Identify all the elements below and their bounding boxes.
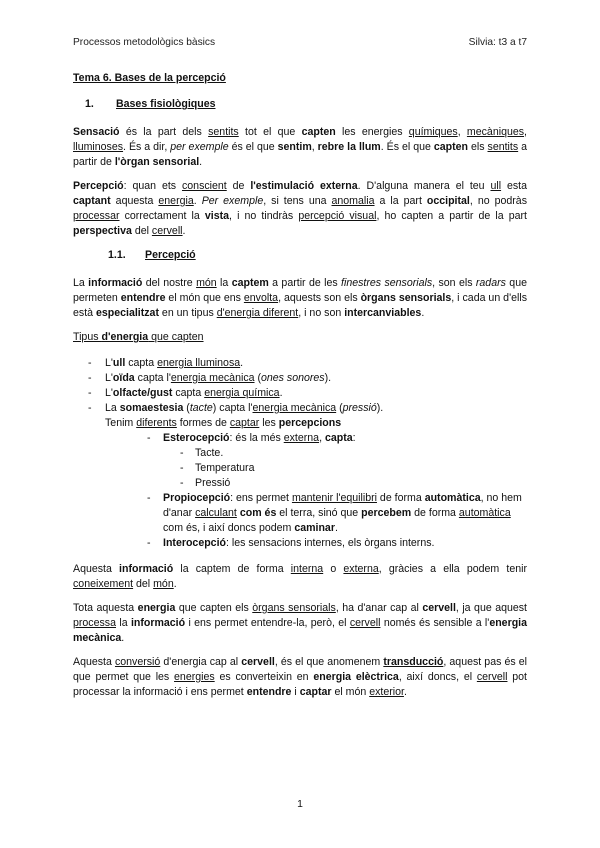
text-run: les energies (335, 126, 409, 138)
text-run: percepcions (278, 417, 342, 429)
text-run: ull (112, 357, 126, 369)
text-run: Percepció (73, 180, 124, 192)
text-run: olfacte/gust (112, 387, 173, 399)
text-run: d'energia diferent (216, 307, 299, 319)
text-run: , (319, 432, 325, 444)
text-run: , no hem d'anar (163, 492, 522, 519)
text-run: , i no tindràs (229, 210, 299, 222)
text-run: , no podràs (469, 195, 527, 207)
text-run: captar (299, 686, 332, 698)
text-run: es converteixin en (214, 671, 314, 683)
text-run: òrgans sensorials (252, 602, 336, 614)
header-left: Processos metodològics bàsics (73, 37, 216, 48)
text-run: informació (119, 563, 174, 575)
text-run: capta (125, 357, 158, 369)
energy-list-item (73, 386, 527, 401)
text-run: del (131, 225, 152, 237)
text-run: energia química (204, 387, 280, 399)
text-run: la (216, 277, 232, 289)
text-run: ( (336, 402, 343, 414)
energy-list-item (73, 356, 527, 371)
section-heading-1-1 (73, 248, 527, 263)
text-run: : és la més (229, 432, 284, 444)
text-run: percepció visual (298, 210, 377, 222)
text-run: . (334, 522, 338, 534)
text-run: percebem (361, 507, 412, 519)
text-run: captar (229, 417, 260, 429)
text-run: Tenim (105, 417, 137, 429)
text-run: somaestesia (119, 402, 184, 414)
text-run: ) capta l' (212, 402, 253, 414)
esterocepcio-list (163, 446, 527, 491)
text-run: l'estimulació externa (250, 180, 358, 192)
text-run: . (121, 632, 125, 644)
paragraph-informacio-interna (73, 562, 527, 592)
text-run: L' (105, 357, 113, 369)
text-run: . (182, 225, 186, 237)
text-run: energia mecànica (170, 372, 255, 384)
text-run: automàtica (424, 492, 481, 504)
text-run: finestres sensorials (341, 277, 433, 289)
text-run: . (199, 156, 203, 168)
tenim-line (105, 416, 527, 431)
text-run: envolta (243, 292, 279, 304)
text-run: , son els (432, 277, 476, 289)
text-run: o (323, 563, 344, 575)
text-run: que capten (148, 331, 204, 343)
text-run: coneixement (73, 578, 134, 590)
text-run: sentits (208, 126, 239, 138)
text-run: i (291, 686, 300, 698)
text-run: cervell (349, 617, 381, 629)
text-run: , ho capten a partir de la part (376, 210, 527, 222)
text-run: pressió (342, 402, 377, 414)
subsection-label: Percepció (145, 249, 196, 261)
text-run: òrgans sensorials (360, 292, 452, 304)
text-run: . (279, 387, 283, 399)
text-run: L' (105, 387, 113, 399)
text-run: , aquests son els (278, 292, 361, 304)
text-run: , i cada un d'ells està (73, 292, 527, 319)
text-run: que permeten (73, 277, 527, 304)
text-run: : ens permet (230, 492, 292, 504)
text-run: , és el que anomenem (274, 656, 384, 668)
text-run: capten (433, 141, 469, 153)
text-run: com és (239, 507, 277, 519)
text-run: : les sensacions internes, els òrgans interns. (226, 537, 435, 549)
text-run: externa (283, 432, 320, 444)
text-run: calculant (195, 507, 237, 519)
text-run: Aquesta (73, 563, 120, 575)
text-run: automàtica (458, 507, 511, 519)
text-run: diferents (136, 417, 177, 429)
text-run: externa (343, 563, 379, 575)
text-run: La (105, 402, 120, 414)
paragraph-transduccio (73, 655, 527, 700)
text-run: energia mecànica (252, 402, 337, 414)
text-run: energia elèctrica (313, 671, 399, 683)
text-run: com és, i així doncs podem (163, 522, 295, 534)
text-run: , (524, 126, 527, 138)
text-run: d'energia (101, 331, 149, 343)
text-run: món (196, 277, 217, 289)
header-right: Silvia: t3 a t7 (468, 37, 527, 48)
text-run: interna (290, 563, 324, 575)
text-run: occipital (426, 195, 470, 207)
text-run: exterior (369, 686, 404, 698)
text-run: ( (254, 372, 261, 384)
section-label: Bases fisiològiques (116, 98, 216, 110)
perception-type-item (132, 491, 527, 536)
text-run: . (240, 357, 244, 369)
text-run: la captem de forma (173, 563, 291, 575)
text-run: del nostre (142, 277, 197, 289)
text-run: L' (105, 372, 113, 384)
text-run: , gràcies a ella podem tenir (378, 563, 527, 575)
text-run: ones sonores (261, 372, 325, 384)
text-run: capta l' (134, 372, 171, 384)
text-run: sentim (277, 141, 312, 153)
document-body (73, 71, 527, 709)
esterocepcio-item: - Temperatura (167, 461, 527, 476)
text-run: , (311, 141, 318, 153)
perception-types-list (105, 431, 527, 551)
text-run: , si tens una (263, 195, 332, 207)
text-run: entendre (246, 686, 292, 698)
text-run: , ja que aquest (455, 602, 527, 614)
text-run: , (457, 126, 467, 138)
text-run: en un tipus (158, 307, 217, 319)
text-run: caminar (294, 522, 335, 534)
text-run: La (73, 277, 89, 289)
page-number: 1 (297, 799, 303, 810)
text-run: . (421, 307, 425, 319)
text-run: Esterocepció (163, 432, 230, 444)
text-run: ). (376, 402, 384, 414)
text-run: energia (137, 602, 176, 614)
esterocepcio-item: - Tacte. (167, 446, 527, 461)
text-run: el terra, sinó que (276, 507, 362, 519)
text-run: ull (490, 180, 502, 192)
text-run: per exemple (170, 141, 229, 153)
text-run: mecàniques (466, 126, 525, 138)
text-run: Interocepció (163, 537, 226, 549)
text-run: radars (475, 277, 506, 289)
text-run: . (403, 686, 407, 698)
text-run: els (468, 141, 488, 153)
text-run: formes de (176, 417, 230, 429)
text-run: , així doncs, el (398, 671, 477, 683)
text-run: el món (331, 686, 370, 698)
text-run: capta (324, 432, 353, 444)
text-run: : quan ets (123, 180, 182, 192)
text-run: cervell (241, 656, 275, 668)
text-run: d'energia cap al (160, 656, 242, 668)
text-run: vista (204, 210, 230, 222)
text-run: de (226, 180, 251, 192)
text-run: capten (301, 126, 336, 138)
esterocepcio-item: - Pressió (167, 476, 527, 491)
text-run: informació (88, 277, 143, 289)
text-run: entendre (120, 292, 166, 304)
text-run: lluminoses (73, 141, 124, 153)
text-run: cervell (476, 671, 508, 683)
text-run: tacte (189, 402, 213, 414)
document-title: Tema 6. Bases de la percepció (73, 72, 226, 84)
text-run: perspectiva (73, 225, 132, 237)
text-run: químiques (408, 126, 458, 138)
section-number: 1. (85, 98, 94, 110)
text-run: . És el que (380, 141, 434, 153)
text-run: captem (231, 277, 269, 289)
text-run: les (259, 417, 279, 429)
text-run: esta (501, 180, 527, 192)
text-run: . És a dir, (123, 141, 171, 153)
text-run: és la part dels (119, 126, 209, 138)
page-header (73, 37, 527, 51)
paragraph-percepcio (73, 179, 527, 239)
text-run: informació (130, 617, 186, 629)
text-run: processar (73, 210, 120, 222)
text-run: capta (172, 387, 205, 399)
text-run: pot processar la informació i ens permet (73, 671, 528, 698)
text-run: ). (324, 372, 332, 384)
text-run: és el que (228, 141, 278, 153)
text-run: energies (174, 671, 215, 683)
text-run: . (193, 195, 202, 207)
text-run: transducció (383, 656, 444, 668)
paragraph-sensacio (73, 125, 527, 170)
text-run: , aquest pas és el que permet que les (73, 656, 527, 683)
text-run: conscient (181, 180, 227, 192)
text-run: el món que ens (165, 292, 244, 304)
text-run: conversió (114, 656, 161, 668)
text-run: rebre la llum (317, 141, 381, 153)
text-run: Propiocepció (163, 492, 231, 504)
text-run: . D'alguna manera el teu (357, 180, 491, 192)
paragraph-informacio (73, 276, 527, 321)
text-run: tot el que (238, 126, 302, 138)
text-run: la (116, 617, 131, 629)
text-run: especialitzat (95, 307, 159, 319)
text-run: Tipus (73, 331, 102, 343)
text-run: del (133, 578, 154, 590)
text-run: . (173, 578, 177, 590)
text-run: : (352, 432, 356, 444)
text-run: Aquesta (73, 656, 115, 668)
text-run: intercanviables (344, 307, 422, 319)
text-run: mantenir l'equilibri (291, 492, 377, 504)
text-run: Sensació (73, 126, 120, 138)
text-run: món (153, 578, 174, 590)
text-run: a partir de les (268, 277, 342, 289)
text-run: Tota aquesta (73, 602, 138, 614)
text-run: Per exemple (201, 195, 264, 207)
text-run: aquesta (110, 195, 159, 207)
text-run: a partir de (73, 141, 528, 168)
subsection-number: 1.1. (108, 249, 126, 261)
text-run: anomalia (331, 195, 375, 207)
text-run: a la part (374, 195, 427, 207)
perception-type-item (132, 431, 527, 491)
text-run: correctament la (119, 210, 205, 222)
text-run: sentits (487, 141, 519, 153)
text-run: oïda (112, 372, 135, 384)
perception-type-item (132, 536, 527, 551)
text-run: processa (73, 617, 116, 629)
section-heading-1 (73, 97, 527, 112)
text-run: cervell (151, 225, 183, 237)
text-run: l'òrgan sensorial (114, 156, 200, 168)
energy-list-item (73, 401, 527, 551)
text-run: de forma (411, 507, 459, 519)
paragraph-energia-cervell (73, 601, 527, 646)
text-run: , ha d'anar cap al (335, 602, 423, 614)
energy-list (73, 356, 527, 551)
text-run: de forma (376, 492, 425, 504)
text-run: només és sensible a l' (380, 617, 490, 629)
text-run: energia lluminosa (157, 357, 241, 369)
text-run: cervell (422, 602, 456, 614)
text-run: energia (158, 195, 194, 207)
text-run: i ens permet entendre-la, però, el (185, 617, 350, 629)
text-run: , i no son (298, 307, 345, 319)
text-run: que capten els (175, 602, 253, 614)
text-run: ( (183, 402, 190, 414)
text-run: captant (73, 195, 111, 207)
energy-types-heading (73, 330, 527, 345)
energy-list-item (73, 371, 527, 386)
text-run: energia mecànica (73, 617, 527, 644)
